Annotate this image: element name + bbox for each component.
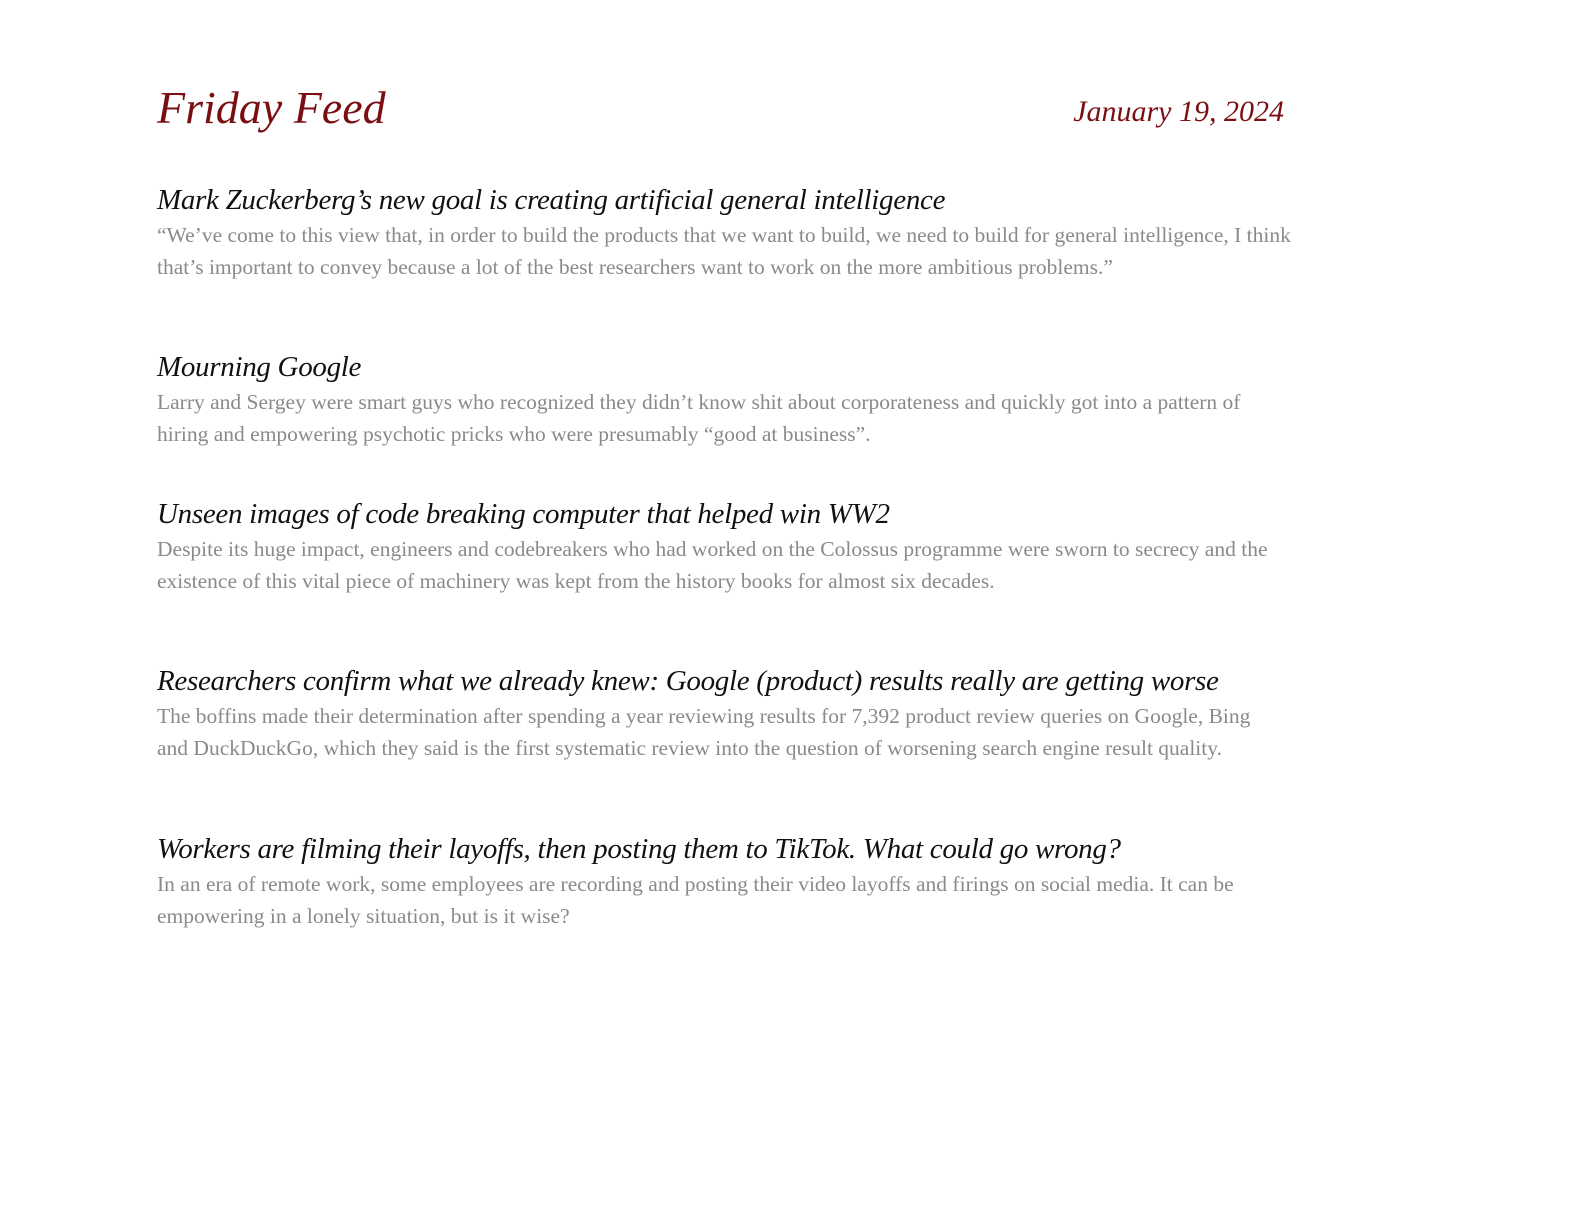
article-item [157, 664, 1327, 764]
article-title-link[interactable]: Workers are filming their layoffs, then posting them to TikTok. What could go wrong? [157, 833, 1121, 865]
article-item [157, 832, 1327, 932]
article-title-link[interactable]: Mark Zuckerberg’s new goal is creating artificial general intelligence [157, 184, 946, 216]
article-excerpt: “We’ve come to this view that, in order to build the products that we want to build, we need to build for general intelligence, I think that’s important to convey because a lot of the best researchers want to work on the more ambitious problems.” [157, 223, 1291, 279]
article-title-link[interactable]: Researchers confirm what we already knew: Google (product) results really are getting worse [157, 665, 1219, 697]
article-item [157, 183, 1327, 283]
issue-date: January 19, 2024 [1073, 95, 1284, 128]
article-title-link[interactable]: Unseen images of code breaking computer that helped win WW2 [157, 498, 890, 530]
article-excerpt: In an era of remote work, some employees are recording and posting their video layoffs and firings on social media. It can be empowering in a lonely situation, but is it wise? [157, 872, 1234, 928]
article-excerpt: The boffins made their determination after spending a year reviewing results for 7,392 product review queries on Google, Bing and DuckDuckGo, which they said is the first systematic review into the question of worsening search engine result quality. [157, 704, 1251, 760]
article-title-link[interactable]: Mourning Google [157, 351, 362, 383]
article-excerpt: Despite its huge impact, engineers and codebreakers who had worked on the Colossus programme were sworn to secrecy and the existence of this vital piece of machinery was kept from the history books for almost six decades. [157, 537, 1268, 593]
article-item [157, 497, 1327, 597]
article-excerpt: Larry and Sergey were smart guys who recognized they didn’t know shit about corporateness and quickly got into a pattern of hiring and empowering psychotic pricks who were presumably “good at business”. [157, 390, 1241, 446]
page-title: Friday Feed [157, 82, 386, 133]
article-item [157, 350, 1327, 450]
